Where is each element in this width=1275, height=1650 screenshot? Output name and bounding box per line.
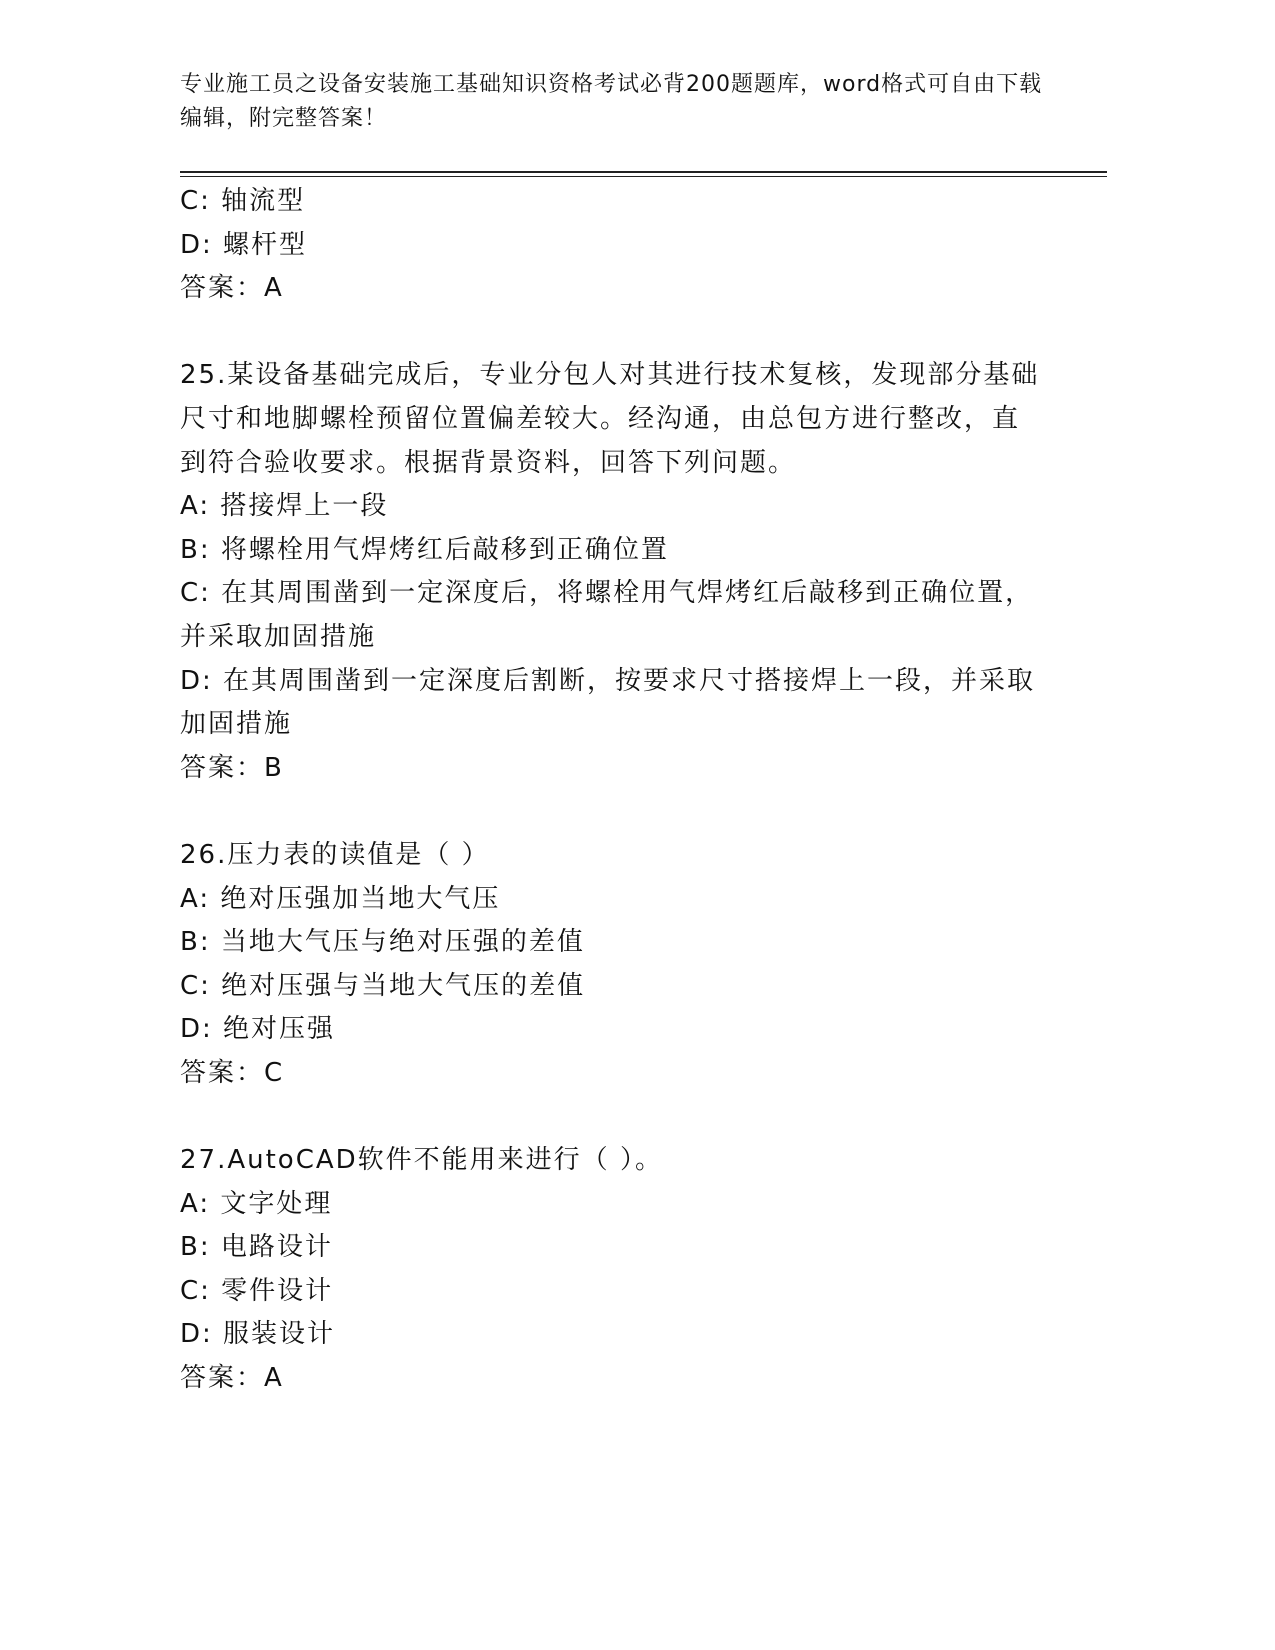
answer: 答案：B [180, 752, 284, 783]
question-text: 25.某设备基础完成后，专业分包人对其进行技术复核，发现部分基础尺寸和地脚螺栓预留位置偏差较大。经沟通，由总包方进行整改，直到符合验收要求。根据背景资料，回答下列问题。 [180, 360, 1040, 478]
option-c: C: 绝对压强与当地大气压的差值 [180, 970, 586, 1001]
option-d: D: 服装设计 [180, 1319, 336, 1350]
option-b: B: 当地大气压与绝对压强的差值 [180, 927, 585, 958]
question-content [180, 180, 1040, 1401]
option-d: D: 绝对压强 [180, 1014, 336, 1045]
option-c: C: 零件设计 [180, 1275, 334, 1306]
option-b: B: 电路设计 [180, 1232, 333, 1263]
option-d: D: 在其周围凿到一定深度后割断，按要求尺寸搭接焊上一段，并采取加固措施 [180, 665, 1036, 740]
header-rule-thick [180, 171, 1107, 173]
question-text: 27.AutoCAD软件不能用来进行（ ）。 [180, 1145, 663, 1176]
option-a: A: 文字处理 [180, 1188, 333, 1219]
question-25 [180, 354, 1040, 790]
block-gap [180, 1095, 1040, 1139]
answer: 答案：C [180, 1057, 285, 1088]
answer: 答案：A [180, 1363, 284, 1394]
option-b: B: 将螺栓用气焊烤红后敲移到正确位置 [180, 534, 669, 565]
page-header: 专业施工员之设备安装施工基础知识资格考试必背200题题库，word格式可自由下载编辑，附完整答案！ [180, 72, 1043, 131]
question-26 [180, 834, 1040, 1096]
question-text: 26.压力表的读值是（ ） [180, 839, 490, 870]
option-c: C: 在其周围凿到一定深度后，将螺栓用气焊烤红后敲移到正确位置，并采取加固措施 [180, 578, 1034, 652]
option-a: A: 绝对压强加当地大气压 [180, 883, 501, 914]
option-d: D: 螺杆型 [180, 229, 308, 260]
block-gap [180, 790, 1040, 834]
block-gap [180, 311, 1040, 355]
question-block-continued [180, 180, 1040, 311]
option-a: A: 搭接焊上一段 [180, 491, 389, 522]
option-c: C: 轴流型 [180, 186, 306, 216]
question-27 [180, 1139, 1040, 1401]
header-rule-thin [180, 176, 1107, 177]
answer: 答案：A [180, 273, 284, 304]
